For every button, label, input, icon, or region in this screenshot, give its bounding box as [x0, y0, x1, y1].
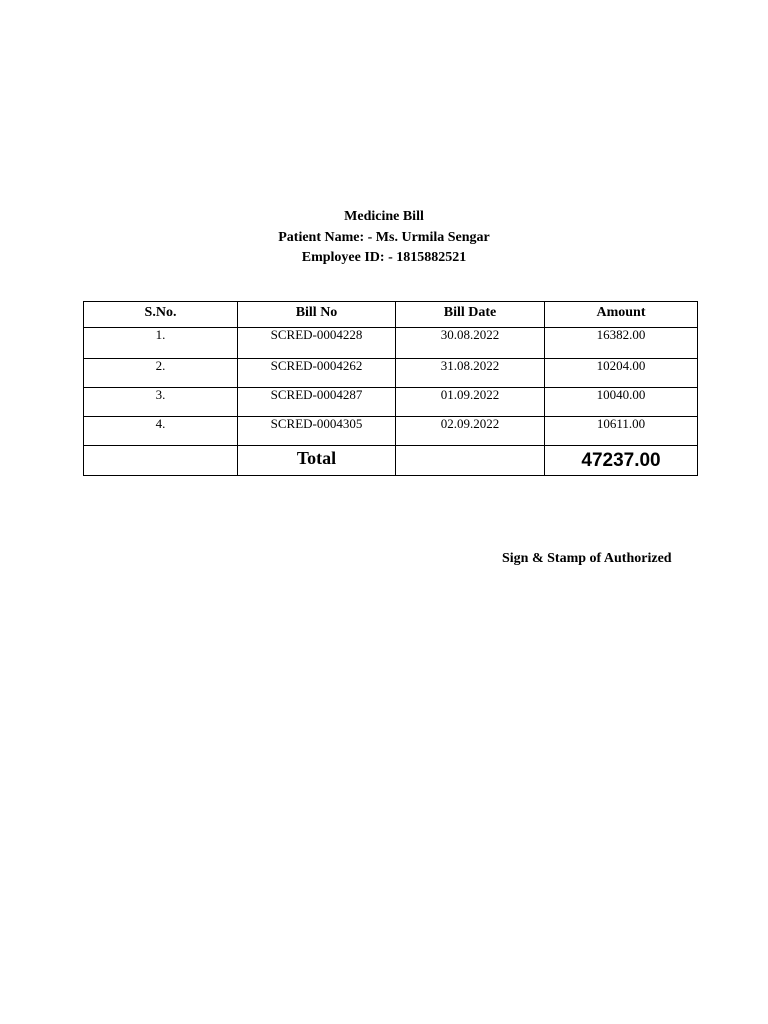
total-empty-cell	[84, 446, 238, 476]
total-label: Total	[296, 448, 337, 468]
cell-sno: 1.	[84, 328, 238, 359]
total-empty-cell	[396, 446, 545, 476]
cell-bill-no: SCRED-0004305	[238, 417, 396, 446]
table-row	[84, 417, 698, 446]
signature-label: Sign & Stamp of Authorized	[502, 551, 672, 566]
cell-amount: 10204.00	[545, 359, 698, 388]
header-bill-date: Bill Date	[396, 302, 545, 328]
cell-sno: 4.	[84, 417, 238, 446]
employee-id: Employee ID: - 1815882521	[301, 250, 467, 265]
total-label-cell	[238, 446, 396, 476]
cell-amount: 16382.00	[545, 328, 698, 359]
header-bill-no: Bill No	[238, 302, 396, 328]
cell-bill-no: SCRED-0004287	[238, 388, 396, 417]
cell-bill-date: 31.08.2022	[396, 359, 545, 388]
cell-bill-date: 30.08.2022	[396, 328, 545, 359]
document-title: Medicine Bill	[344, 209, 424, 224]
header-amount: Amount	[545, 302, 698, 328]
table-header-row	[84, 302, 698, 328]
table-row	[84, 359, 698, 388]
cell-bill-no: SCRED-0004262	[238, 359, 396, 388]
cell-sno: 3.	[84, 388, 238, 417]
cell-amount: 10611.00	[545, 417, 698, 446]
total-row	[84, 446, 698, 476]
total-amount-cell	[545, 446, 698, 476]
header-sno: S.No.	[84, 302, 238, 328]
patient-name: Patient Name: - Ms. Urmila Sengar	[278, 229, 490, 245]
cell-bill-no: SCRED-0004228	[238, 328, 396, 359]
cell-sno: 2.	[84, 359, 238, 388]
cell-bill-date: 01.09.2022	[396, 388, 545, 417]
cell-bill-date: 02.09.2022	[396, 417, 545, 446]
cell-amount: 10040.00	[545, 388, 698, 417]
table-row	[84, 388, 698, 417]
bill-header	[0, 207, 768, 269]
total-amount: 47237.00	[581, 449, 661, 471]
table-row	[84, 328, 698, 359]
bill-table	[83, 301, 698, 476]
